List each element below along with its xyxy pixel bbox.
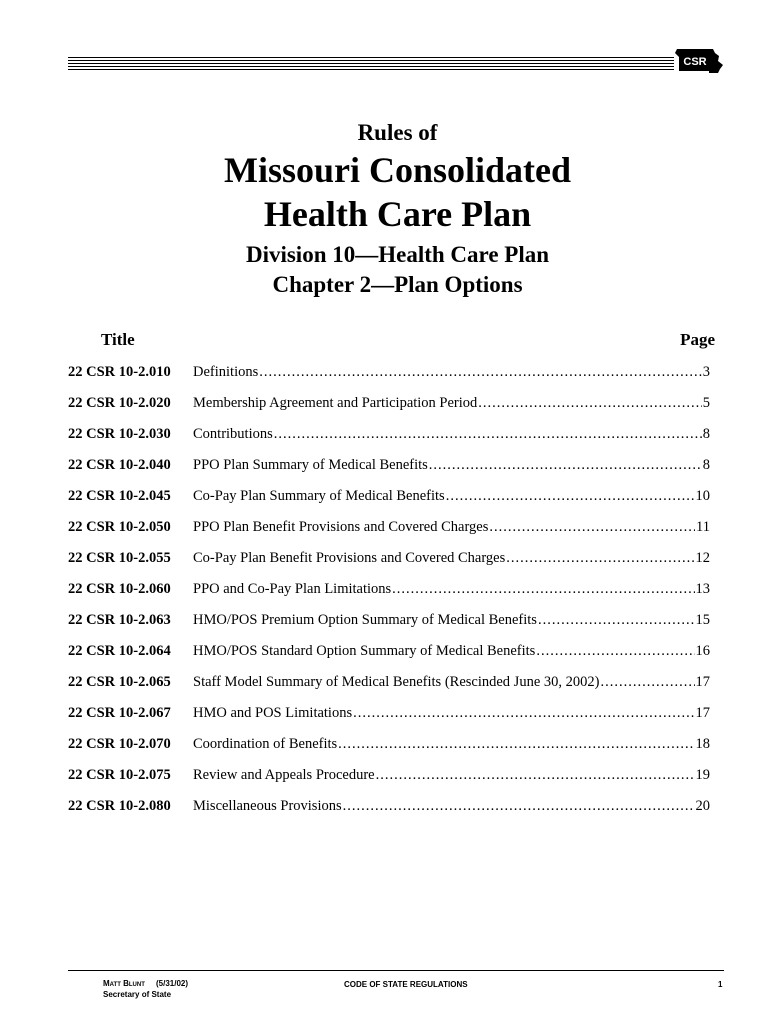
rule-number: 22 CSR 10-2.045 [68,488,171,504]
page-number: 12 [695,550,710,566]
rule-title-cell [193,519,710,536]
rule-title-cell [193,457,710,474]
rule-title: PPO and Co-Pay Plan Limitations [193,581,392,597]
footer-page-number: 1 [718,980,723,989]
rule-number: 22 CSR 10-2.020 [68,395,171,411]
toc-row [68,488,710,519]
rules-of-label: Rules of [357,120,438,145]
footer-date: (5/31/02) [156,979,189,988]
rule-number: 22 CSR 10-2.065 [68,674,171,690]
page-number: 5 [702,395,710,411]
page-number: 19 [695,767,710,783]
page-number: 13 [695,581,710,597]
rule-number: 22 CSR 10-2.030 [68,426,171,442]
rule-number: 22 CSR 10-2.050 [68,519,171,535]
toc-row [68,550,710,581]
rule-title: Staff Model Summary of Medical Benefits (Rescinded June 30, 2002) [193,674,600,690]
toc-row [68,612,710,643]
rule-title: Review and Appeals Procedure [193,767,375,783]
toc-row [68,736,710,767]
toc-row [68,798,710,829]
rule-title: Miscellaneous Provisions [193,798,342,814]
rule-title: HMO/POS Standard Option Summary of Medical Benefits [193,643,536,659]
footer-name: Matt Blunt [103,979,145,988]
toc-row [68,364,710,395]
logo-text: CSR [683,56,707,68]
toc-row [68,519,710,550]
rule-number: 22 CSR 10-2.040 [68,457,171,473]
rule-number: 22 CSR 10-2.055 [68,550,171,566]
footer-signature [103,978,188,1000]
dot-leader [259,364,702,381]
table-of-contents [68,364,710,829]
dot-leader [489,519,695,536]
rule-title: Contributions [193,426,273,442]
dot-leader [538,612,695,629]
rule-number: 22 CSR 10-2.067 [68,705,171,721]
rule-title-cell [193,550,710,567]
page-number: 3 [702,364,710,380]
rule-title: Definitions [193,364,259,380]
toc-row [68,395,710,426]
rule-number: 22 CSR 10-2.060 [68,581,171,597]
page-number: 18 [695,736,710,752]
footer-code-label: CODE OF STATE REGULATIONS [344,980,468,989]
dot-leader [353,705,694,722]
rule-title: HMO and POS Limitations [193,705,353,721]
toc-row [68,767,710,798]
toc-row [68,457,710,488]
rule-title-cell [193,643,710,660]
rule-title-cell [193,705,710,722]
rule-title: HMO/POS Premium Option Summary of Medical Benefits [193,612,537,628]
toc-row [68,643,710,674]
rule-number: 22 CSR 10-2.064 [68,643,171,659]
rule-title-cell [193,736,710,753]
dot-leader [478,395,701,412]
dot-leader [446,488,695,505]
page-number: 20 [695,798,710,814]
rule-number: 22 CSR 10-2.075 [68,767,171,783]
rule-number: 22 CSR 10-2.070 [68,736,171,752]
toc-row [68,674,710,705]
toc-row [68,705,710,736]
rule-number: 22 CSR 10-2.063 [68,612,171,628]
toc-page-column-header: Page [680,330,715,349]
chapter-title: Chapter 2—Plan Options [272,272,523,297]
page-number: 10 [695,488,710,504]
rule-title-cell [193,395,710,412]
page-number: 8 [702,426,710,442]
rule-title-cell [193,674,710,691]
toc-row [68,426,710,457]
rule-title: Membership Agreement and Participation Period [193,395,478,411]
page-number: 17 [695,705,710,721]
dot-leader [429,457,702,474]
rule-title: Co-Pay Plan Summary of Medical Benefits [193,488,445,504]
page-number: 16 [695,643,710,659]
rule-number: 22 CSR 10-2.010 [68,364,171,380]
rule-title-cell [193,612,710,629]
page-number: 17 [695,674,710,690]
rule-title-cell [193,364,710,381]
rule-title-cell [193,488,710,505]
dot-leader [343,798,695,815]
division-title: Division 10—Health Care Plan [245,242,550,267]
dot-leader [392,581,694,598]
rule-number: 22 CSR 10-2.080 [68,798,171,814]
rule-title-cell [193,767,710,784]
dot-leader [600,674,694,691]
rule-title: PPO Plan Summary of Medical Benefits [193,457,428,473]
footer-rule [68,970,724,971]
toc-row [68,581,710,612]
rule-title: Coordination of Benefits [193,736,338,752]
footer-office: Secretary of State [103,990,172,999]
dot-leader [338,736,694,753]
dot-leader [376,767,695,784]
toc-title-column-header: Title [101,330,135,349]
agency-title-line-1: Missouri Consolidated [223,150,572,190]
dot-leader [506,550,694,567]
rule-title: PPO Plan Benefit Provisions and Covered Charges [193,519,489,535]
page-number: 11 [696,519,710,535]
rule-title-cell [193,798,710,815]
missouri-state-outline-icon [673,47,725,75]
division-chapter-heading [0,240,770,300]
dot-leader [274,426,702,443]
header-rule-lines [68,57,674,72]
page-number: 8 [702,457,710,473]
agency-title-line-2: Health Care Plan [263,194,532,234]
page-number: 15 [695,612,710,628]
rule-title-cell [193,581,710,598]
rule-title: Co-Pay Plan Benefit Provisions and Covered Charges [193,550,506,566]
dot-leader [536,643,694,660]
rule-title-cell [193,426,710,443]
agency-title [0,148,770,236]
